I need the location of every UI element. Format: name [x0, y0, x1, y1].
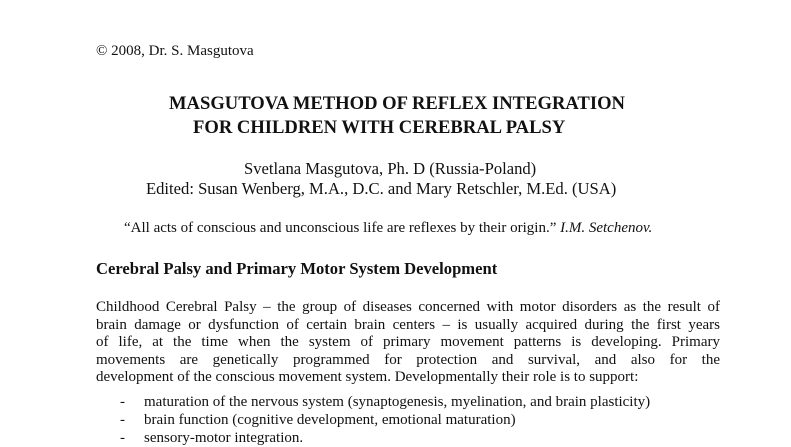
body-paragraph — [96, 299, 720, 387]
bullet-marker: - — [120, 430, 125, 446]
bullet-text: maturation of the nervous system (synaptogenesis, myelination, and brain plasticity) — [144, 394, 651, 410]
editors-line: Edited: Susan Wenberg, M.A., D.C. and Mary Retschler, M.Ed. (USA) — [146, 179, 617, 198]
paragraph-line: movements are genetically programmed for protection and survival, and also for the — [96, 351, 720, 368]
author-line: Svetlana Masgutova, Ph. D (Russia-Poland) — [244, 159, 537, 178]
copyright-notice: © 2008, Dr. S. Masgutova — [96, 43, 254, 59]
bullet-marker: - — [120, 412, 125, 428]
paragraph-line: of life, at the time when the system of primary movement patterns is developing. Primary — [96, 334, 720, 351]
paragraph-line: brain damage or dysfunction of certain brain centers – is usually acquired during the first years — [96, 316, 720, 333]
bullet-text: sensory-motor integration. — [144, 430, 304, 446]
bullet-marker: - — [120, 394, 125, 410]
title-line-1: MASGUTOVA METHOD OF REFLEX INTEGRATION — [169, 93, 625, 114]
epigraph — [124, 219, 652, 237]
bullet-text: brain function (cognitive development, emotional maturation) — [144, 412, 516, 428]
epigraph-text: “All acts of conscious and unconscious life are reflexes by their origin.” — [124, 220, 561, 236]
section-heading: Cerebral Palsy and Primary Motor System Development — [96, 259, 498, 278]
paragraph-line: Childhood Cerebral Palsy – the group of diseases concerned with motor disorders as the result of — [96, 299, 720, 315]
title-line-2: FOR CHILDREN WITH CEREBRAL PALSY — [193, 117, 566, 138]
epigraph-attribution: I.M. Setchenov. — [560, 220, 653, 236]
paragraph-line: development of the conscious movement system. Developmentally their role is to support: — [96, 369, 639, 386]
